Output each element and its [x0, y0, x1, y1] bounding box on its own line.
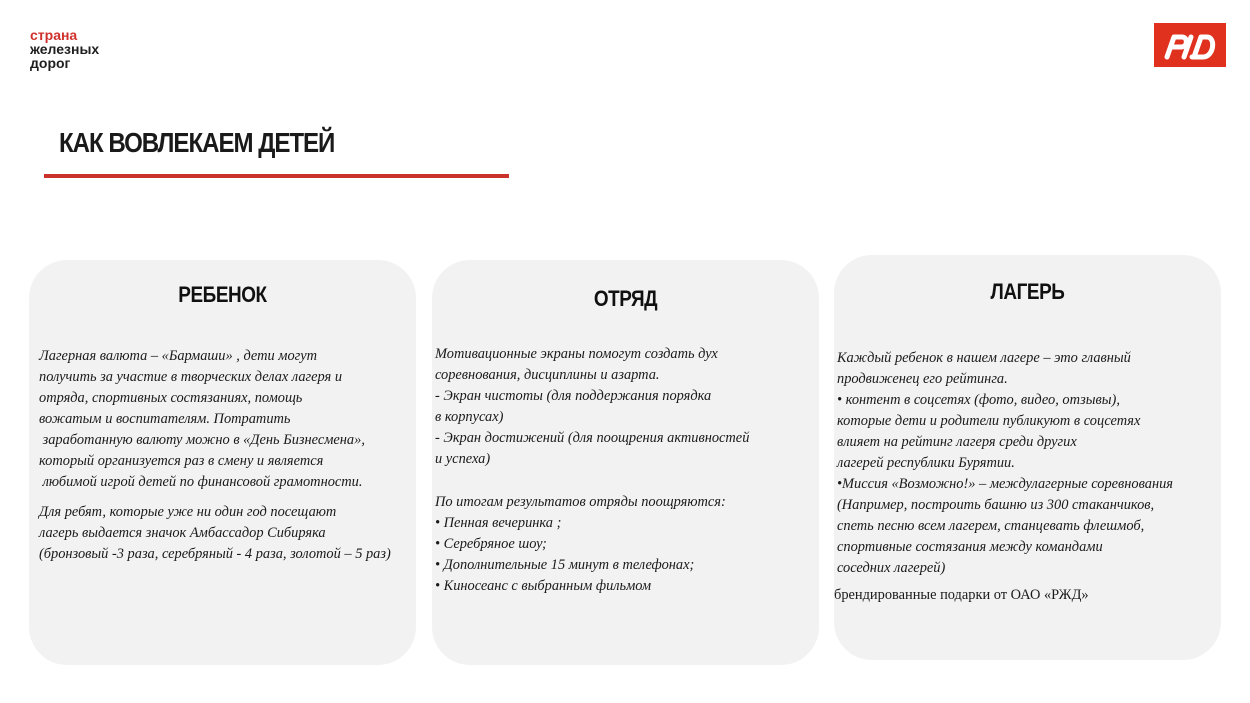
page-title: КАК ВОВЛЕКАЕМ ДЕТЕЙ [59, 127, 335, 158]
brand-wordmark [30, 28, 99, 70]
card-text: Каждый ребенок в нашем лагере – это главный продвиженец его рейтинга. • контент в соцсетях (фото, видео, отзывы), которые дети и родители публикуют в соцсетях влияет на рейтинг лагеря среди других лагерей республики Бурятии. •Миссия «Возможно!» – междулагерные соревнования (Например, построить башню из 300 стаканчиков, спеть песню всем лагерем, станцевать флешмоб, спортивные состязания между командами соседних лагерей) [837, 350, 1174, 576]
card-text: Лагерная валюта – «Бармаши» , дети могут получить за участие в творческих делах лагеря и отряда, спортивных состязаниях, помощь вожатым и воспитателям. Потратить заработанную валюту можно в «День Бизнесмена», который организуется раз в смену и является любимой игрой детей по финансовой грамотности. [39, 348, 365, 490]
title-underline [44, 174, 509, 178]
rzd-logo-icon [1154, 23, 1226, 67]
card-text: Мотивационные экраны помогут создать дух соревнования, дисциплины и азарта. - Экран чистоты (для поддержания порядка в корпусах) - Экран достижений (для поощрения активностей и успеха) [435, 346, 750, 467]
card-text: По итогам результатов отряды поощряются: • Пенная вечеринка ; • Серебряное шоу; • Дополнительные 15 минут в телефонах; • Киносеанс с выбранным фильмом [435, 494, 726, 594]
card-camp [834, 255, 1221, 660]
card-heading: ОТРЯД [593, 286, 658, 311]
card-heading: РЕБЕНОК [178, 282, 267, 307]
brand-line-1: страна [30, 27, 78, 43]
rzd-logo [1154, 23, 1226, 67]
card-text: Для ребят, которые уже ни один год посещают лагерь выдается значок Амбассадор Сибиряка (бронзовый -3 раза, серебряный - 4 раза, золотой – 5 раз) [39, 504, 391, 562]
brand-line-3: дорог [30, 55, 71, 71]
brand-line-2: железных [30, 41, 100, 57]
card-heading: ЛАГЕРЬ [990, 279, 1065, 304]
card-text: брендированные подарки от ОАО «РЖД» [834, 587, 1089, 603]
card-squad [432, 260, 819, 665]
card-child [29, 260, 416, 665]
